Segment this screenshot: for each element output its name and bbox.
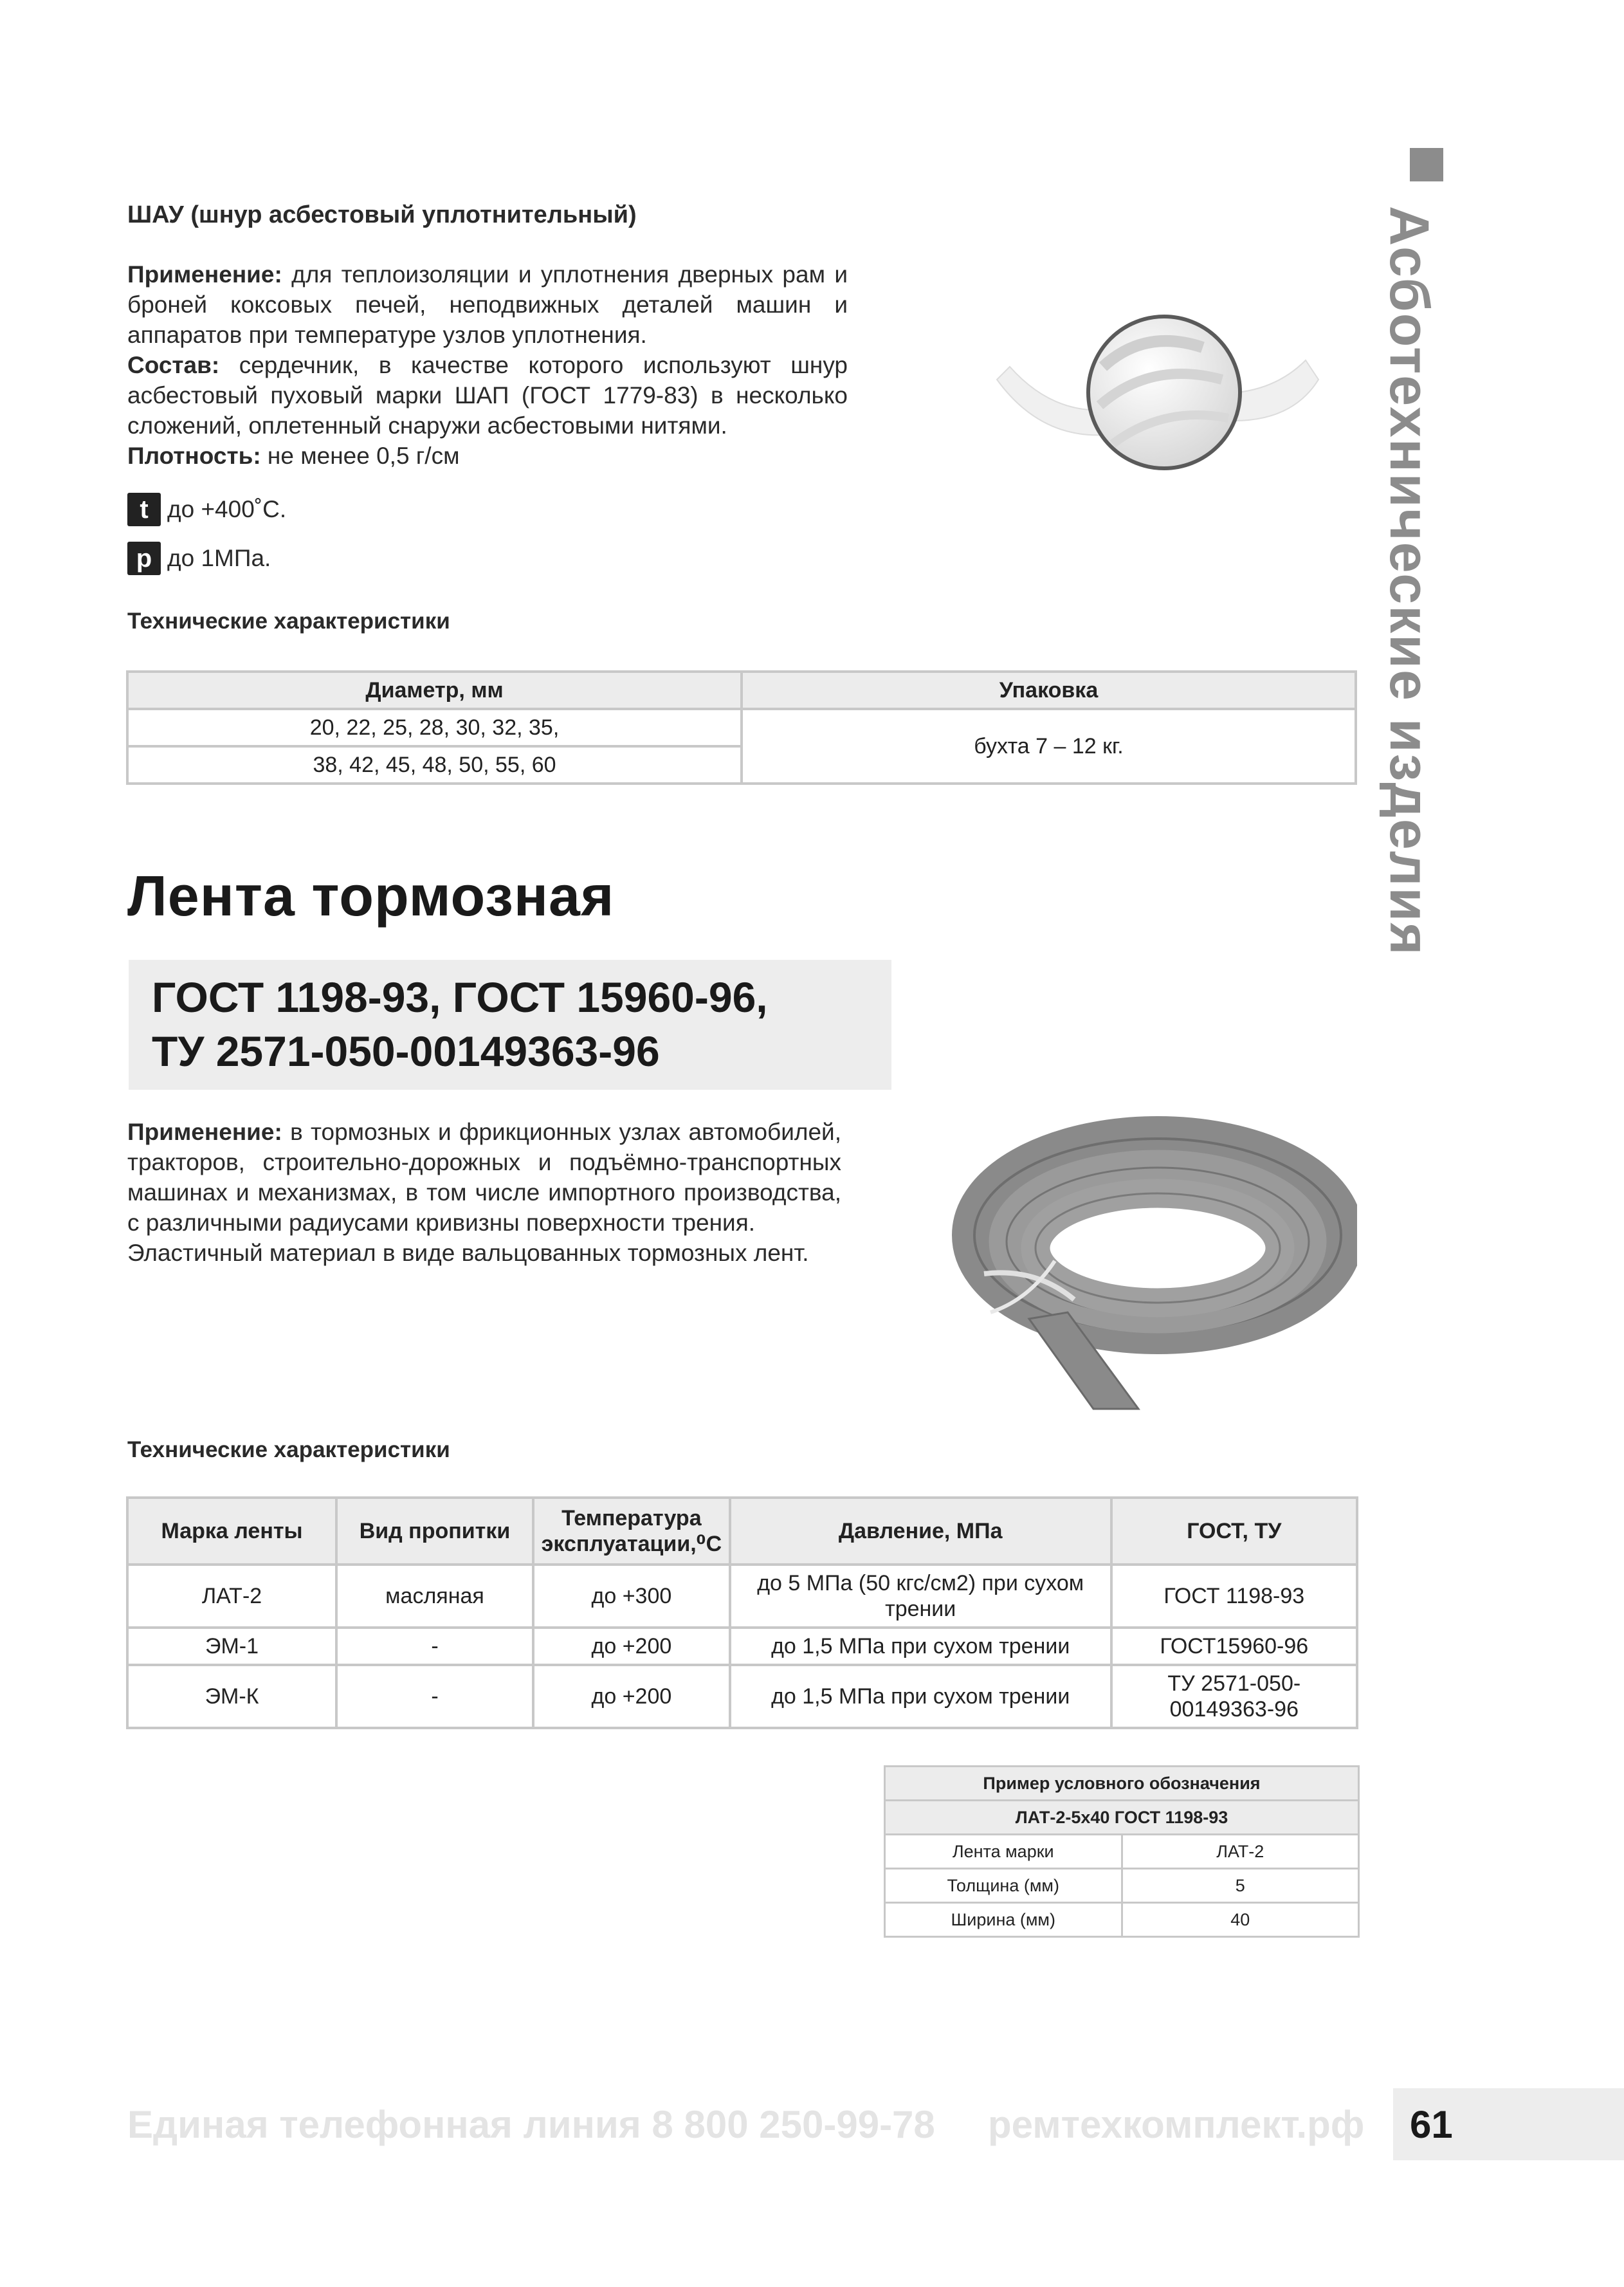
brake-band-title: Лента тормозная [127, 864, 615, 928]
table-cell: до +300 [533, 1565, 730, 1628]
designation-example-table [884, 1765, 1360, 1938]
table-header: Давление, МПа [730, 1498, 1111, 1565]
table-row [127, 1665, 1357, 1728]
page-number-box [1393, 2088, 1624, 2160]
table-row [885, 1835, 1359, 1869]
footer-phone: Единая телефонная линия 8 800 250-99-78 [127, 2103, 935, 2146]
composition-text: сердечник, в качестве которого используют шнур асбестовый пуховый марки ШАП (ГОСТ 1779-83) в несколько сложений, оплетенный снаружи асбестовыми нитями. [127, 352, 848, 439]
table-header: Пример условного обозначения [885, 1767, 1359, 1801]
pressure-text: до 1МПа. [167, 545, 271, 571]
gost-line: ГОСТ 1198-93, ГОСТ 15960-96, [152, 973, 768, 1021]
table-cell: ГОСТ15960-96 [1111, 1628, 1357, 1665]
brake-band-image [945, 1107, 1357, 1415]
brake-band-table [126, 1496, 1358, 1729]
material-text: Эластичный материал в виде вальцованных тормозных лент. [127, 1240, 809, 1266]
application-text: для теплоизоляции и уплотнения дверных рам и броней коксовых печей, неподвижных деталей машин и аппаратов при температуре узлов уплотнения. [127, 261, 848, 348]
gost-box [129, 960, 891, 1090]
shau-table [126, 670, 1357, 785]
pressure-param [127, 542, 271, 575]
table-cell: до +200 [533, 1628, 730, 1665]
application-text: в тормозных и фрикционных узлах автомобилей, тракторов, строительно-дорожных и подъёмно-транспортных машинах и механизмах, в том числе импортного производства, с различными радиусами кривизны поверхности трения. [127, 1119, 841, 1236]
table-header: Диаметр, мм [127, 672, 742, 709]
table-cell: ГОСТ 1198-93 [1111, 1565, 1357, 1628]
table-row [885, 1869, 1359, 1903]
table-row [127, 1565, 1357, 1628]
table-cell: до 1,5 МПа при сухом трении [730, 1628, 1111, 1665]
brake-band-description [127, 1117, 841, 1268]
temperature-param [127, 493, 286, 526]
table-cell: Толщина (мм) [885, 1869, 1122, 1903]
table-header: Упаковка [742, 672, 1356, 709]
table-cell: Ширина (мм) [885, 1903, 1122, 1937]
shau-title: ШАУ (шнур асбестовый уплотнительный) [127, 201, 637, 228]
composition-label: Состав: [127, 352, 220, 378]
density-text: не менее 0,5 г/см [260, 443, 460, 469]
section-side-title: Асботехнические изделия [1378, 206, 1440, 957]
table-cell: бухта 7 – 12 кг. [742, 709, 1356, 784]
table-cell: 40 [1122, 1903, 1359, 1937]
footer-site: ремтехкомплект.рф [988, 2103, 1365, 2146]
table-cell: до 5 МПа (50 кгс/см2) при сухом трении [730, 1565, 1111, 1628]
application-label: Применение: [127, 1119, 282, 1145]
table-header: Марка ленты [127, 1498, 336, 1565]
table-cell: 5 [1122, 1869, 1359, 1903]
table-cell: Лента марки [885, 1835, 1122, 1869]
table-cell: ЛАТ-2 [127, 1565, 336, 1628]
table-cell: 20, 22, 25, 28, 30, 32, 35, [127, 709, 742, 746]
table-header: ЛАТ-2-5х40 ГОСТ 1198-93 [885, 1801, 1359, 1835]
shau-tech-heading: Технические характеристики [127, 609, 450, 634]
table-cell: ЛАТ-2 [1122, 1835, 1359, 1869]
table-row [885, 1903, 1359, 1937]
table-cell: ЭМ-1 [127, 1628, 336, 1665]
table-cell: - [336, 1628, 533, 1665]
table-row [127, 1628, 1357, 1665]
temperature-icon: t [127, 493, 161, 526]
table-cell: - [336, 1665, 533, 1728]
table-cell: ЭМ-К [127, 1665, 336, 1728]
table-header: Вид пропитки [336, 1498, 533, 1565]
shau-description [127, 259, 848, 471]
application-label: Применение: [127, 261, 282, 288]
page-number: 61 [1410, 2103, 1453, 2146]
table-cell: масляная [336, 1565, 533, 1628]
side-square-marker [1410, 148, 1443, 181]
temperature-text: до +400˚С. [167, 496, 287, 522]
table-header: ГОСТ, ТУ [1111, 1498, 1357, 1565]
table-cell: до +200 [533, 1665, 730, 1728]
asbestos-cord-image [990, 302, 1325, 495]
brake-band-tech-heading: Технические характеристики [127, 1437, 450, 1462]
table-cell: ТУ 2571-050-00149363-96 [1111, 1665, 1357, 1728]
table-cell: 38, 42, 45, 48, 50, 55, 60 [127, 746, 742, 784]
density-label: Плотность: [127, 443, 261, 469]
pressure-icon: p [127, 542, 161, 575]
gost-line: ТУ 2571-050-00149363-96 [152, 1027, 660, 1075]
table-cell: до 1,5 МПа при сухом трении [730, 1665, 1111, 1728]
table-header: Температура эксплуатации,⁰С [533, 1498, 730, 1565]
